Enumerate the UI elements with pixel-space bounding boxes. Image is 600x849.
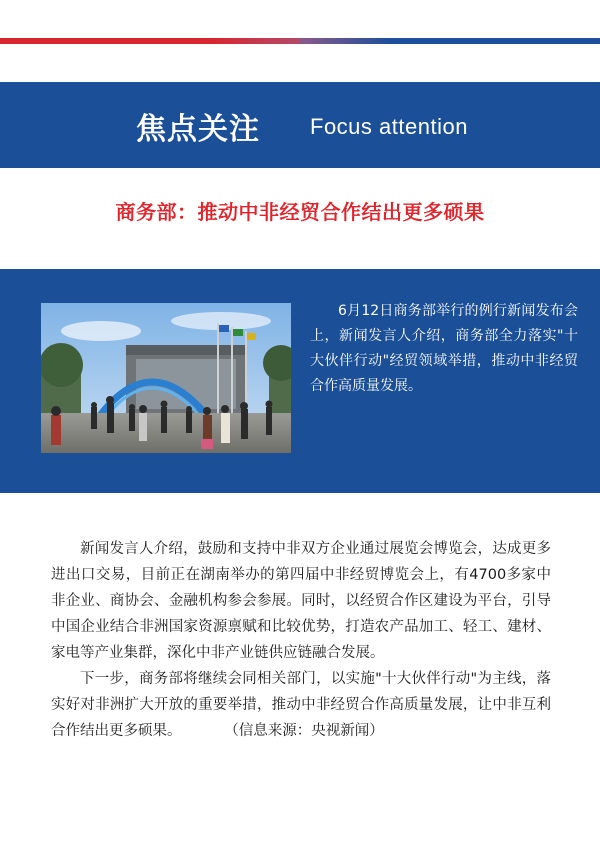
- banner-title-cn: 焦点关注: [136, 112, 260, 147]
- top-divider-red: [0, 38, 300, 44]
- section-banner: [0, 82, 600, 168]
- top-divider-blue: [300, 38, 600, 44]
- feature-panel: [0, 269, 600, 493]
- feature-lead-text: 6月12日商务部举行的例行新闻发布会上，新闻发言人介绍，商务部全力落实"十大伙伴行动"经贸领域举措，推动中非经贸合作高质量发展。: [310, 303, 578, 394]
- article-body: [51, 536, 551, 744]
- body-paragraph-1: 新闻发言人介绍，鼓励和支持中非双方企业通过展览会博览会，达成更多进出口交易，目前正在湖南举办的第四届中非经贸博览会上，有4700多家中非企业、商协会、金融机构参会参展。同时，以经贸合作区建设为平台，引导中国企业结合非洲国家资源禀赋和比较优势，打造农产品加工、轻工、建材、家电等产业集群，深化中非产业链供应链融合发展。: [51, 541, 551, 661]
- exhibition-photo: [41, 303, 291, 453]
- article-headline: 商务部：推动中非经贸合作结出更多硕果: [115, 200, 485, 224]
- banner-title-en: Focus attention: [310, 114, 468, 139]
- body-paragraph-2: [51, 666, 551, 744]
- source-note: （信息来源：央视新闻）: [231, 723, 384, 739]
- top-divider: [0, 38, 600, 44]
- body-paragraph-2-text: 下一步，商务部将继续会同相关部门，以实施"十大伙伴行动"为主线，落实好对非洲扩大开放的重要举措，推动中非经贸合作高质量发展，让中非互利合作结出更多硕果。: [51, 671, 551, 739]
